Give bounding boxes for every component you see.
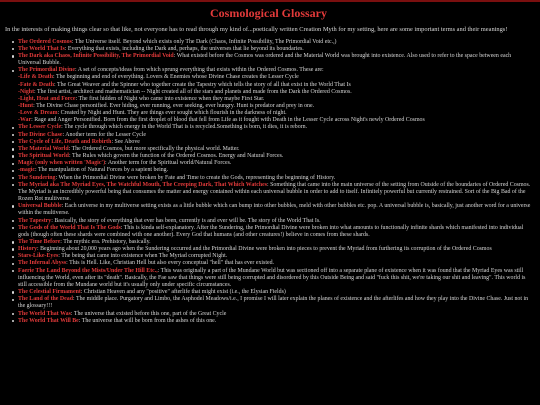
glossary-definition: : This was originally a part of the Mundane World but was sectioned off into a separate plane of existence when it was found that the Myriad Eyes was still influencing the World, even after its "death". Basically, the Fae saw that things were still being corrupted and disordered by this Outside Being and said "fuck this shit, we're taking our shit and leaving". This world is still accessible from the Mundane world but it's usually only under specific circumstances. [18,267,526,288]
glossary-definition: : The manipulation of Natural Forces by a sapient being. [35,167,169,174]
glossary-definition: : The Universe itself. Beyond which exists only The Dark (Chaos, Infinite Possibility, The Primordial Void etc.,) [71,38,337,45]
glossary-term: Universal Bubble [18,203,62,210]
glossary-entry [12,82,532,89]
glossary-definition: : When the Primordial Divine were broken by Fate and Time to create the Gods, representing the beginning of History. [55,174,336,181]
glossary-definition: : What existed before the Cosmos was ordered and the Material World was brought into existence. Also used to refer to the space between each Universal Bubble. [18,52,512,67]
glossary-definition: : The Great Weaver and the Spinner who together create the Tapestry which tells the story of all that exist in the World That Is [54,81,351,88]
glossary-term: The Lesser Cycle [18,124,62,131]
glossary-definition: : The middle place. Purgatory and Limbo, the Asphodel Meadows/i.e., I promise I will later explain the planes of existence and the afterlifes and how they play into the Divine Chase. Just not in the glossary!!! [18,296,529,310]
glossary-entry [12,311,532,318]
glossary-entry [12,318,532,325]
glossary-definition: : The beginning and end of everything. Lovers & Enemies whose Divine Chase creates the Lesser Cycle [53,74,299,81]
glossary-definition: : This is Hell. Like, Christian Hell but also every conceptual "hell" that has ever existed. [66,260,274,267]
glossary-entry [12,46,532,53]
glossary-term: Magic (only when written 'Magic') [18,160,106,167]
glossary-entry [12,39,532,46]
glossary-definition: : Basically, the story of everything that ever has been, currently is and ever will be. The story of the World That Is. [51,217,321,224]
glossary-term: The Land of the Dead [18,296,73,303]
glossary-term: The Gods of the World That Is The Gods [18,224,121,231]
glossary-entry [12,246,532,253]
glossary-term: -Night [18,88,35,95]
glossary-definition: : The Divine Chase personified. Ever hiding, ever running, ever seeking, ever hungry. Hunt is predator and prey in one. [33,103,315,109]
glossary-term: The Time Before [18,238,61,245]
glossary-entry [12,203,532,217]
glossary-definition: : The mythic era. Prehistory, basically. [60,238,151,245]
glossary-term: -War [18,117,32,124]
glossary-term: -Hunt [18,103,34,109]
page-title: Cosmological Glossary [210,6,327,20]
glossary-definition: : Beginning about 20,000 years ago when the Sundering occurred and the Primordial Divine were broken into pieces to prevent the Myriad from furthering its corruption of the Ordered Cosmos [36,246,492,253]
glossary-definition: : The first hidden of Night who came into existence when they maybe First Star. [75,95,265,102]
glossary-definition: : The being that came into existence when The Myriad corrupted Night. [58,253,228,260]
glossary-entry [12,74,532,81]
glossary-entry [12,132,532,139]
glossary-term: -magic [18,167,36,174]
glossary-term: -Love & Dream [18,110,58,117]
glossary-definition: : The Rules which govern the function of the Ordered Cosmos. Energy and Natural Forces. [68,153,284,160]
glossary-entry [12,268,532,289]
glossary-definition: : This is kinda self-explanatory. After the Sundering, the Primordial Divine were broken into what amounts to functionally infinite shards which manifested into individual gods (though often these shards were combined with one another). Every God that humans (and other creatures!) believe in comes from these shards. [18,224,524,238]
glossary-term: The Tapestry [18,217,52,224]
glossary-term: The Divine Chase [18,131,63,138]
glossary-term: History [18,246,37,253]
glossary-term: -Fate & Death [18,81,54,88]
glossary-term: The World That Will Be [18,317,79,324]
glossary-definition: : The Ordered Cosmos, but more specifically the physical world. Matter. [68,145,240,152]
glossary-term: The Myriad aka The Myriad Eyes, The Watchful Mouth, The Creeping Dark, That Which Watches [18,181,268,188]
glossary-list [5,39,532,325]
glossary-definition: : Christian Heaven and any "positive" afterlife that might exist (i.e., the Elysian Fields) [80,289,286,296]
glossary-term: The Primordial Divine [18,67,75,74]
glossary-term: Faerie The Land Beyond the Mists/Under The Hill Etc., [18,267,158,274]
glossary-definition: : Created by Night and Hunt. They are things ever sought which flourish in the darkness of night. [57,110,287,117]
glossary-entry [12,53,532,67]
glossary-term: The Cycle of Life, Death and Rebirth [18,138,112,145]
glossary-entry [12,218,532,225]
glossary-term: The World That Was [18,310,71,317]
glossary-entry [12,253,532,260]
glossary-entry [12,89,532,96]
glossary-definition: : The universe that will be born from the ashes of this one. [78,317,217,324]
glossary-definition: : The first artist, architect and mathematician -- Night created all of the stars and planets and made from the Dark the Ordered Cosmos. [34,88,352,95]
glossary-entry [12,260,532,267]
glossary-term: -Life & Death [18,74,54,81]
intro-paragraph: In the interests of making things clear so that like, not everyone has to read through my kind of...poetically written Creation Myth for my setting, here are some important terms and their meanings! [5,26,508,33]
glossary-definition: : Something that came into the main universe of the setting from Outside of the boundaries of Ordered Cosmos. The Myriad is an incredibly powerful being that consumes the matter and energy contained within each universal bubble in order to add to itself. Infinitely powerful but currently restrained. Sort of the Big Bad of the Rozen Rot multiverse. [18,181,531,203]
glossary-entry [12,225,532,239]
glossary-definition: : Another term for the Lesser Cycle [62,131,146,138]
glossary-entry [12,296,532,310]
glossary-definition: : The cycle through which energy in the World That is is recycled.Something is born, it dies, it is reborn. [61,124,308,131]
glossary-definition: : See Above [111,138,140,145]
glossary-term: The Sundering [18,174,56,181]
glossary-term: The Spiritual World [18,153,69,160]
glossary-entry [12,124,532,131]
glossary-entry [12,117,532,124]
glossary-term: The Ordered Cosmos [18,38,72,45]
glossary-term: The World That Is [18,45,65,52]
glossary-definition: : Rage and Anger Personified. Born from the first droplet of blood that fell from Life as it fought with Death in the Lesser Cycle across Night's newly Ordered Cosmos [31,117,425,124]
glossary-definition: : The universe that existed before this one, part of the Great Cycle [70,310,227,317]
glossary-entry [12,167,532,174]
glossary-term: The Dark aka Chaos, Infinite Possibility, The Primordial Void [18,52,174,59]
glossary-definition: : A set of concepts/ideas from which sprung everything that exists within the Ordered Cosmos. These are: [74,67,324,74]
glossary-definition: : Everything that exists, including the Dark and, perhaps, the universes that lie beyond its boundaries. [64,45,304,52]
glossary-term: -Light, Heat and Force [18,95,76,102]
glossary-term: Stars-Like-Eyes [18,253,59,260]
glossary-term: The Celestial Firmament [18,289,81,296]
glossary-entry [12,182,532,203]
glossary-entry [12,175,532,182]
glossary-term: The Material World [18,145,69,152]
glossary-definition: : Each universe in my multiverse setting exists as a little bubble which can bump into other bubbles, meld with other bubbles etc. pop. A universal bubble is, basically, just another word for a universe within the multiverse. [18,203,531,217]
glossary-entry [12,96,532,103]
glossary-term: The Infernal Abyss [18,260,67,267]
glossary-entry [12,139,532,146]
glossary-definition: : Another term for the Spiritual world/Natural Forces. [105,160,232,167]
